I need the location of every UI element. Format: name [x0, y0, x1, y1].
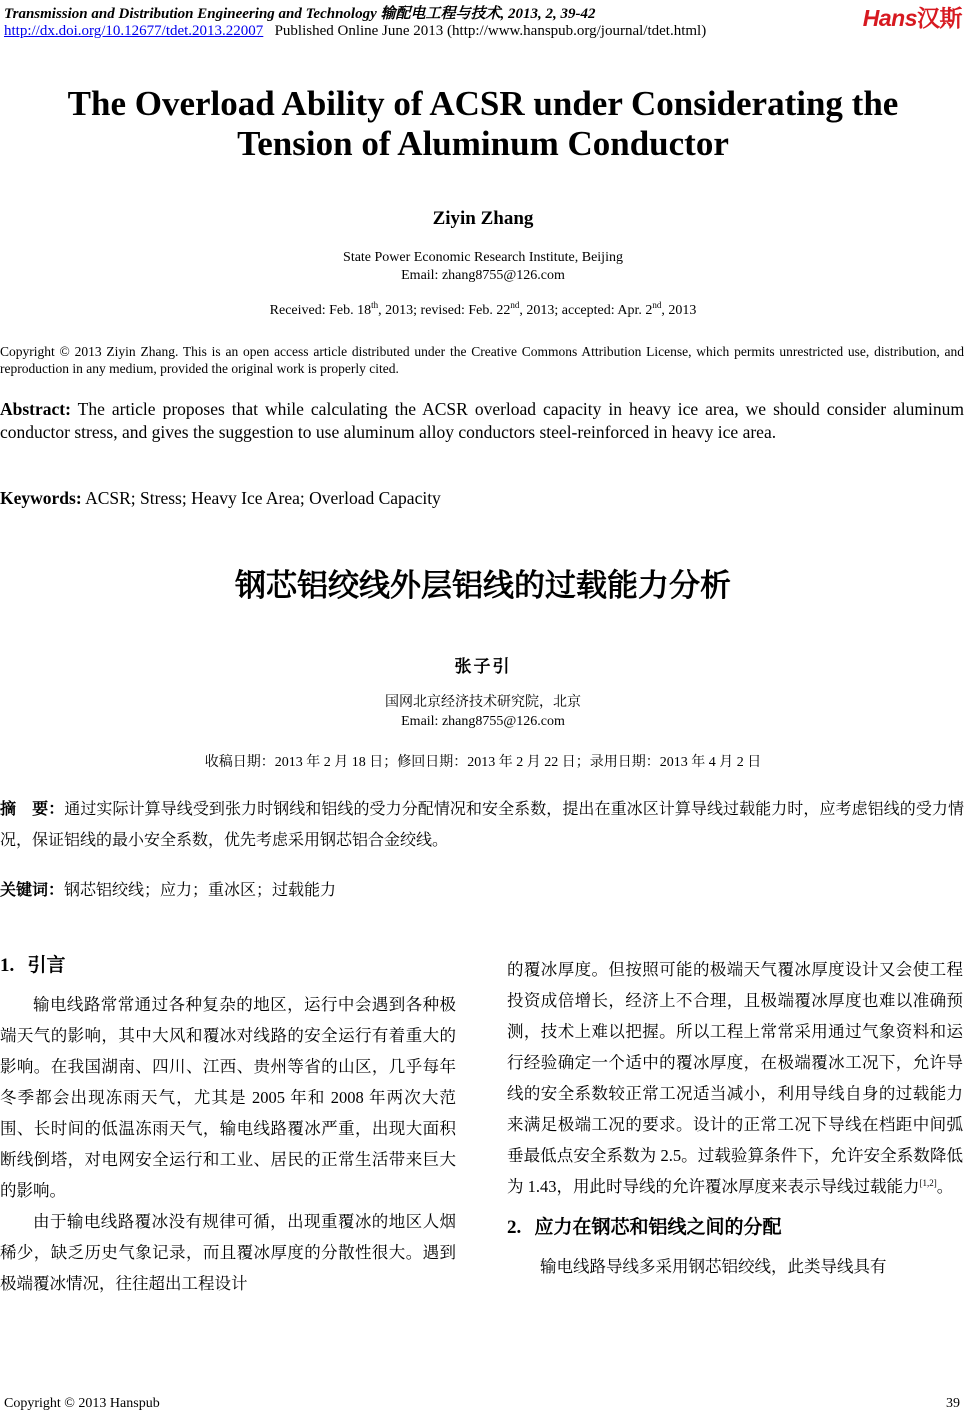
abstract-cn-text: 通过实际计算导线受到张力时钢线和铝线的受力分配情况和安全系数，提出在重冰区计算导线过载能力时，应考虑铝线的受力情况，保证铝线的最小安全系数，优先考虑采用钢芯铝合金绞线。	[0, 801, 964, 849]
body-column-left	[0, 950, 456, 1299]
dates-cn: 收稿日期：2013 年 2 月 18 日；修回日期：2013 年 2 月 22 日；录用日期：2013 年 4 月 2 日	[204, 755, 762, 770]
section-2-heading	[507, 1212, 963, 1243]
keywords-cn-text: 钢芯铝绞线；应力；重冰区；过载能力	[64, 882, 337, 899]
abstract-cn-label: 摘 要：	[0, 799, 65, 818]
affiliation-cn: 国网北京经济技术研究院，北京	[385, 695, 581, 710]
abstract-cn	[0, 793, 964, 856]
accepted-date: , 2013; accepted: Apr. 2	[519, 303, 653, 318]
title-en-line-2: Tension of Aluminum Conductor	[237, 124, 729, 163]
abstract-en-text: The article proposes that while calculating the ACSR overload capacity in heavy ice area, we should consider aluminum conductor stress, and gives the suggestion to use aluminum alloy conductors steel-reinforced in heavy ice area.	[0, 399, 964, 442]
footer-copyright: Copyright © 2013 Hanspub	[4, 1396, 160, 1411]
received-sup: th	[371, 300, 379, 310]
section-1-heading	[0, 950, 456, 981]
published-online: Published Online June 2013 (http://www.hanspub.org/journal/tdet.html)	[274, 23, 707, 39]
copyright-notice: Copyright © 2013 Ziyin Zhang. This is an open access article distributed under the Creative Commons Attribution License, which permits unrestricted use, distribution, and reproduction in any medium, provided the original work is properly cited.	[0, 344, 964, 376]
citation-1-2[interactable]: [1,2]	[919, 1178, 937, 1188]
keywords-en	[0, 488, 964, 509]
journal-header: Transmission and Distribution Engineering and Technology 输配电工程与技术, 2013, 2, 39-42	[4, 6, 596, 22]
logo-cn: 汉斯	[917, 5, 962, 31]
author-en: Ziyin Zhang	[432, 208, 534, 229]
section-1-number: 1.	[0, 955, 15, 976]
affiliation-en-block	[0, 249, 966, 285]
dates-en	[0, 300, 966, 319]
affiliation-en: State Power Economic Research Institute, Beijing	[343, 250, 623, 265]
section-1-paragraph-2: 由于输电线路覆冰没有规律可循，出现重覆冰的地区人烟稀少，缺乏历史气象记录，而且覆冰厚度的分散性很大。遇到极端覆冰情况，往往超出工程设计	[0, 1212, 456, 1293]
accepted-sup: nd	[652, 300, 662, 310]
affiliation-cn-block	[0, 693, 966, 731]
author-cn: 张子引	[454, 657, 512, 677]
section-2-title: 应力在钢芯和铝线之间的分配	[534, 1216, 782, 1238]
continuation-end: 。	[936, 1177, 954, 1196]
section-1-title: 引言	[27, 954, 66, 976]
abstract-en	[0, 398, 964, 444]
dates-tail: , 2013	[661, 303, 697, 318]
section-1-continuation	[507, 954, 963, 1202]
keywords-en-label: Keywords:	[0, 488, 82, 508]
continuation-text: 的覆冰厚度。但按照可能的极端天气覆冰厚度设计又会使工程投资成倍增长，经济上不合理，且极端覆冰厚度也难以准确预测，技术上难以把握。所以工程上常常采用通过气象资料和运行经验确定一个适中的覆冰厚度，在极端覆冰工况下，允许导线的安全系数较正常工况适当减小，利用导线自身的过载能力来满足极端工况的要求。设计的正常工况下导线在档距中间弧垂最低点安全系数为 2.5。过载验算条件下，允许安全系数降低为 1.43，用此时导线的允许覆冰厚度来表示导线过载能力	[507, 960, 963, 1196]
email-en: Email: zhang8755@126.com	[401, 268, 565, 283]
section-1-paragraph-1: 输电线路常常通过各种复杂的地区，运行中会遇到各种极端天气的影响，其中大风和覆冰对线路的安全运行有着重大的影响。在我国湖南、四川、江西、贵州等省的山区，几乎每年冬季都会出现冻雨天气，尤其是 2005 年和 2008 年两次大范围、长时间的低温冻雨天气，输电线路覆冰严重，出现大面积断线倒塔，对电网安全运行和工业、居民的正常生活带来巨大的影响。	[0, 995, 456, 1200]
revised-date: , 2013; revised: Feb. 22	[378, 303, 511, 318]
paper-title-cn: 钢芯铝绞线外层铝线的过载能力分析	[235, 568, 731, 604]
abstract-en-label: Abstract:	[0, 399, 71, 419]
hanspub-logo	[863, 0, 962, 33]
revised-sup: nd	[510, 300, 520, 310]
paper-title-en	[0, 84, 966, 164]
doi-line	[4, 23, 706, 40]
page-number: 39	[946, 1396, 960, 1411]
body-column-right	[507, 954, 963, 1282]
keywords-en-text: ACSR; Stress; Heavy Ice Area; Overload Capacity	[81, 488, 441, 508]
keywords-cn-label: 关键词：	[0, 880, 65, 899]
keywords-cn	[0, 877, 964, 900]
section-2-paragraph-1: 输电线路导线多采用钢芯铝绞线，此类导线具有	[540, 1257, 887, 1276]
received-date: Received: Feb. 18	[269, 303, 372, 318]
section-2-number: 2.	[507, 1217, 522, 1238]
title-en-line-1: The Overload Ability of ACSR under Considerating the	[67, 84, 899, 123]
email-cn: Email: zhang8755@126.com	[401, 714, 565, 729]
doi-link[interactable]: http://dx.doi.org/10.12677/tdet.2013.22007	[4, 23, 264, 39]
logo-latin: Hans	[862, 5, 917, 31]
